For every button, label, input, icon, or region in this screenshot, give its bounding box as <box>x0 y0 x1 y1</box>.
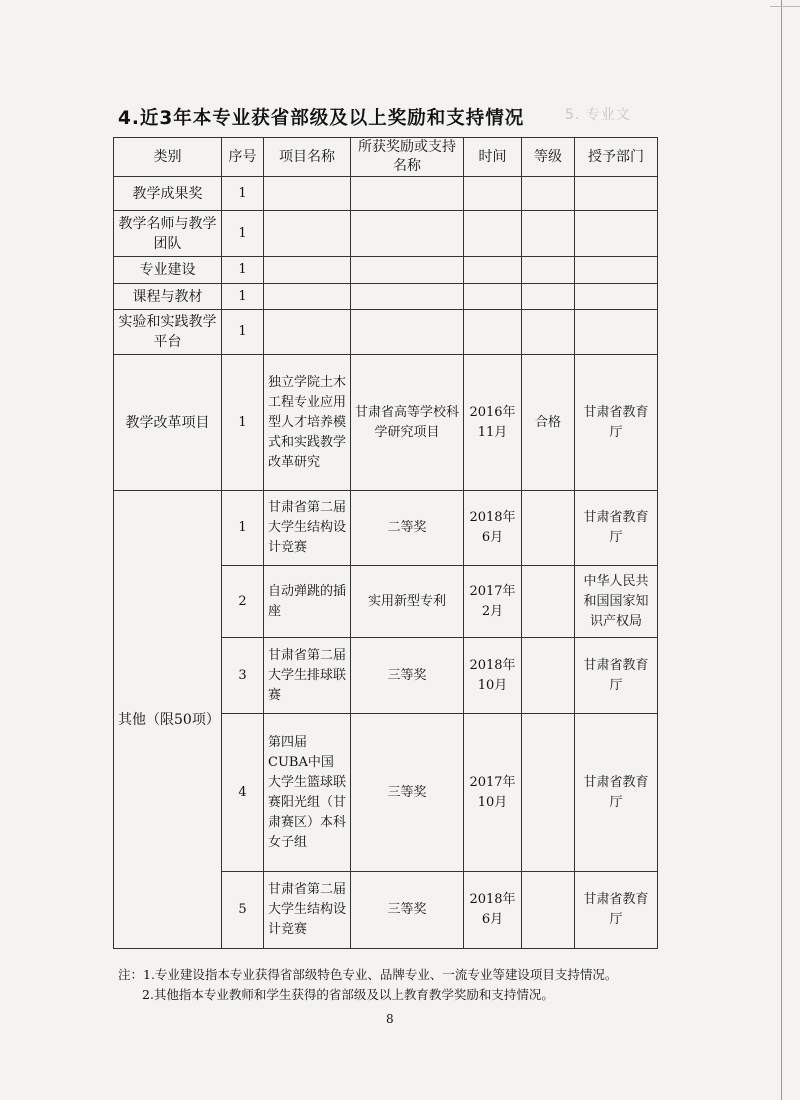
category-cell: 实验和实践教学平台 <box>114 310 222 355</box>
number-cell: 1 <box>222 310 264 355</box>
project-cell: 独立学院土木工程专业应用型人才培养模式和实践教学改革研究 <box>264 355 351 491</box>
number-cell: 3 <box>222 638 264 714</box>
project-cell: 甘肃省第二届大学生排球联赛 <box>264 638 351 714</box>
project-cell: 第四届CUBA中国大学生篮球联赛阳光组（甘肃赛区）本科女子组 <box>264 714 351 872</box>
header-row <box>114 138 658 177</box>
project-cell: 甘肃省第二届大学生结构设计竞赛 <box>264 872 351 949</box>
category-cell: 教学改革项目 <box>114 355 222 491</box>
category-cell-other: 其他（限50项） <box>114 491 222 949</box>
header-award: 所获奖励或支持名称 <box>351 138 464 177</box>
header-number: 序号 <box>222 138 264 177</box>
dept-cell: 甘肃省教育厅 <box>575 355 658 491</box>
number-cell: 1 <box>222 177 264 211</box>
level-cell <box>522 638 575 714</box>
footnote-1: 注：1.专业建设指本专业获得省部级特色专业、品牌专业、一流专业等建设项目支持情况。 <box>118 967 618 982</box>
table-row-reform <box>114 355 658 491</box>
section-title: 4.近3年本专业获省部级及以上奖励和支持情况 <box>118 108 525 129</box>
level-cell: 合格 <box>522 355 575 491</box>
category-cell: 专业建设 <box>114 257 222 284</box>
time-cell: 2018年6月 <box>464 872 522 949</box>
category-cell: 教学成果奖 <box>114 177 222 211</box>
footnote-2: 2.其他指本专业教师和学生获得的省部级及以上教育教学奖励和支持情况。 <box>142 987 554 1002</box>
award-cell: 三等奖 <box>351 714 464 872</box>
header-category: 类别 <box>114 138 222 177</box>
dept-cell: 甘肃省教育厅 <box>575 638 658 714</box>
table-row <box>114 177 658 211</box>
dept-cell: 甘肃省教育厅 <box>575 714 658 872</box>
category-cell: 教学名师与教学团队 <box>114 211 222 257</box>
dept-cell: 甘肃省教育厅 <box>575 491 658 566</box>
award-cell: 三等奖 <box>351 638 464 714</box>
table-row <box>114 211 658 257</box>
level-cell <box>522 714 575 872</box>
number-cell: 1 <box>222 211 264 257</box>
header-dept: 授予部门 <box>575 138 658 177</box>
footnotes <box>118 965 617 1005</box>
award-cell: 甘肃省高等学校科学研究项目 <box>351 355 464 491</box>
award-cell: 三等奖 <box>351 872 464 949</box>
table-row <box>114 491 658 566</box>
time-cell: 2018年6月 <box>464 491 522 566</box>
project-cell: 自动弹跳的插座 <box>264 566 351 638</box>
award-cell: 二等奖 <box>351 491 464 566</box>
header-project: 项目名称 <box>264 138 351 177</box>
number-cell: 1 <box>222 491 264 566</box>
page-edge-top <box>770 6 800 7</box>
number-cell: 1 <box>222 284 264 310</box>
page-number: 8 <box>386 1012 394 1026</box>
level-cell <box>522 872 575 949</box>
page-edge <box>781 0 782 1100</box>
time-cell: 2017年10月 <box>464 714 522 872</box>
category-cell: 课程与教材 <box>114 284 222 310</box>
level-cell <box>522 566 575 638</box>
number-cell: 1 <box>222 257 264 284</box>
time-cell: 2016年11月 <box>464 355 522 491</box>
awards-table <box>113 137 658 949</box>
dept-cell: 甘肃省教育厅 <box>575 872 658 949</box>
bleed-through-text: 5. 专业文 <box>565 107 631 123</box>
time-cell: 2018年10月 <box>464 638 522 714</box>
award-cell: 实用新型专利 <box>351 566 464 638</box>
table-row <box>114 310 658 355</box>
table-row <box>114 284 658 310</box>
number-cell: 4 <box>222 714 264 872</box>
project-cell: 甘肃省第二届大学生结构设计竞赛 <box>264 491 351 566</box>
header-time: 时间 <box>464 138 522 177</box>
number-cell: 2 <box>222 566 264 638</box>
time-cell: 2017年2月 <box>464 566 522 638</box>
table-row <box>114 257 658 284</box>
level-cell <box>522 491 575 566</box>
number-cell: 1 <box>222 355 264 491</box>
number-cell: 5 <box>222 872 264 949</box>
header-level: 等级 <box>522 138 575 177</box>
dept-cell: 中华人民共和国国家知识产权局 <box>575 566 658 638</box>
